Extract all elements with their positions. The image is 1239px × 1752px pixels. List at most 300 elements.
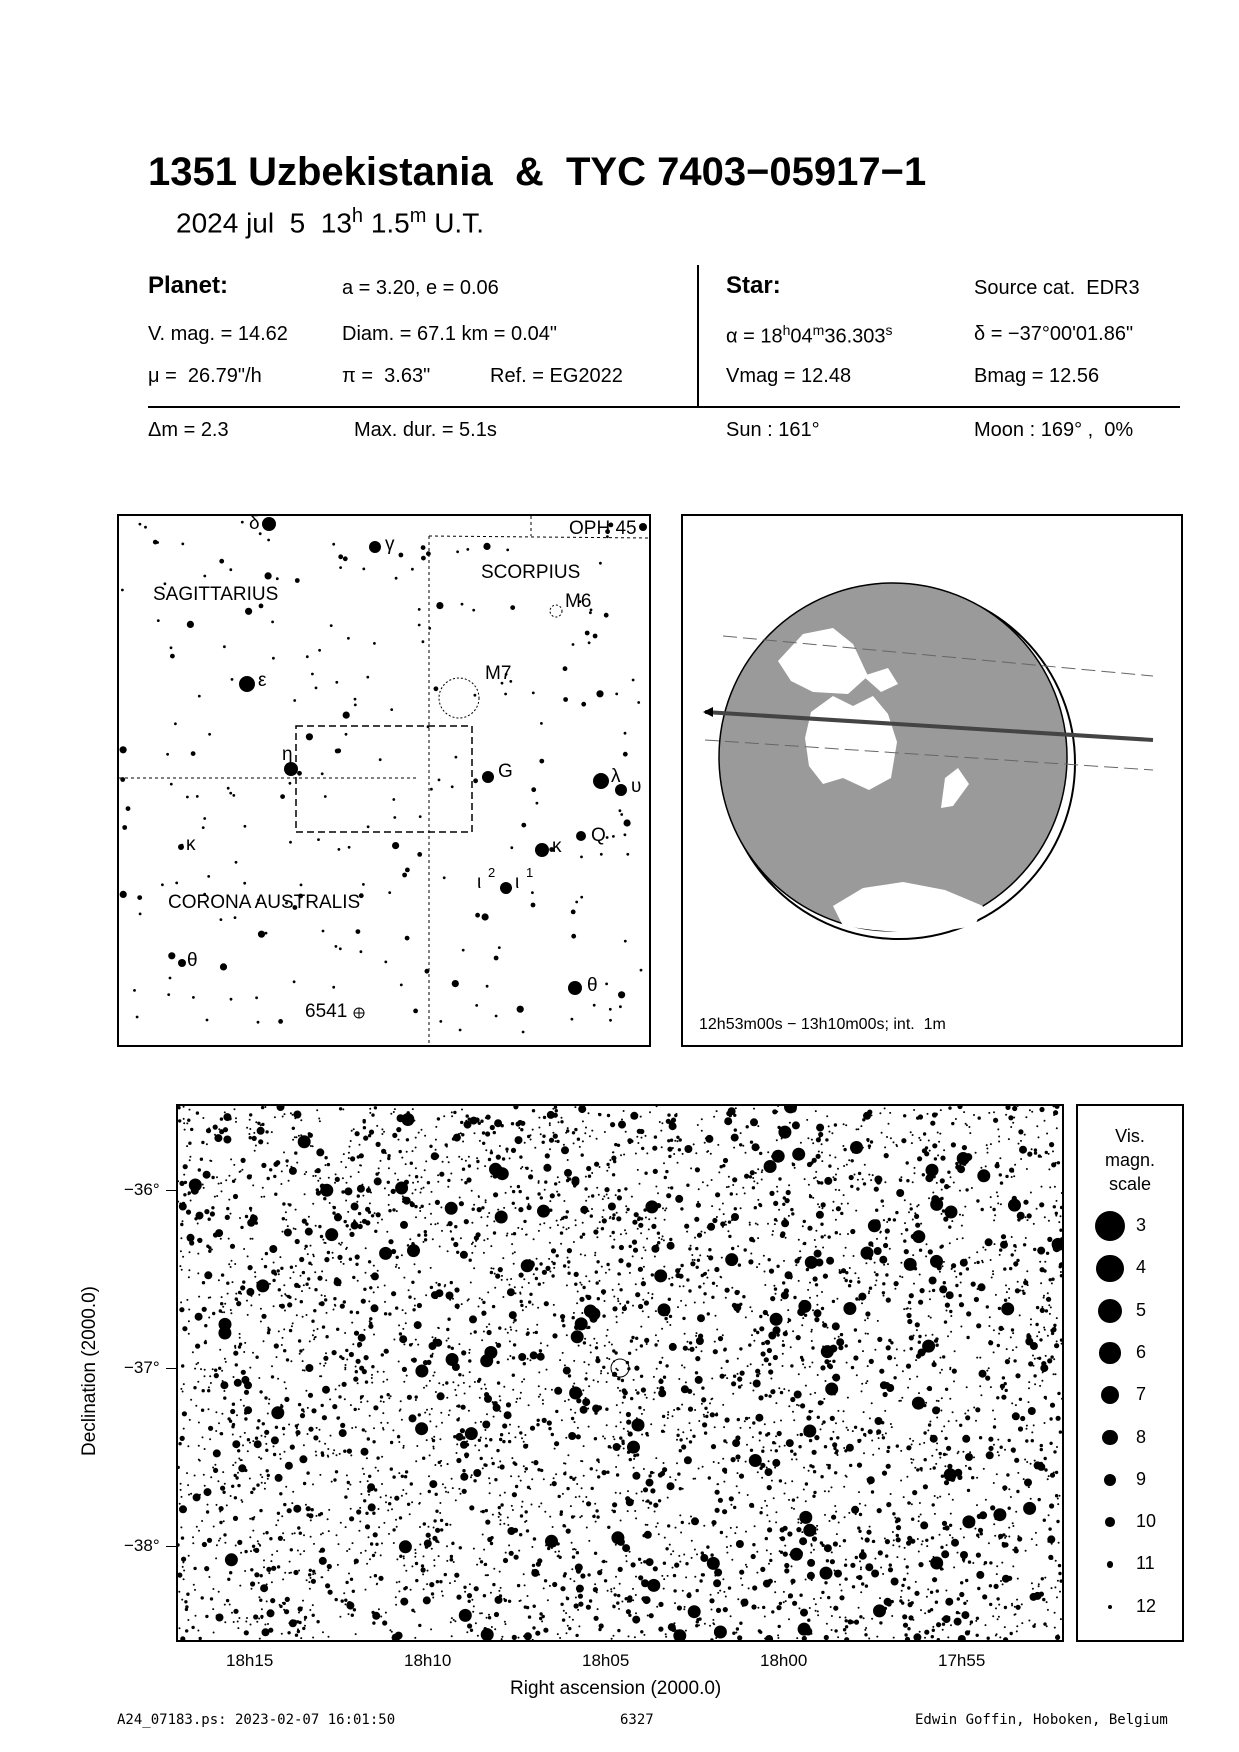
field-star (1008, 1288, 1010, 1290)
field-star (213, 1449, 221, 1457)
finder-star (339, 947, 342, 950)
field-star (870, 1179, 872, 1181)
field-star (666, 1193, 671, 1198)
field-star (1015, 1613, 1017, 1615)
field-star (380, 1400, 382, 1402)
field-star (523, 1362, 526, 1365)
field-star (767, 1485, 772, 1490)
field-star (594, 1162, 599, 1167)
field-star (671, 1486, 673, 1488)
finder-star (510, 605, 515, 610)
field-star (1040, 1444, 1043, 1447)
field-star (636, 1417, 638, 1419)
finder-star (413, 1009, 418, 1014)
field-star (290, 1266, 293, 1269)
finder-star (475, 913, 480, 918)
finder-star (208, 733, 211, 736)
field-star (744, 1248, 747, 1251)
field-star (910, 1308, 912, 1310)
field-star (557, 1176, 559, 1178)
field-star (179, 1307, 184, 1312)
field-star (623, 1110, 625, 1112)
field-star (867, 1110, 872, 1115)
field-star (601, 1569, 603, 1571)
field-star (549, 1242, 551, 1244)
field-star (799, 1594, 802, 1597)
field-star (483, 1252, 485, 1254)
field-star (423, 1241, 425, 1243)
field-star (737, 1373, 739, 1375)
field-star (785, 1237, 787, 1239)
field-star (943, 1149, 945, 1151)
field-star (549, 1516, 551, 1518)
field-star (865, 1382, 867, 1384)
field-star (207, 1488, 209, 1490)
field-star (810, 1552, 812, 1554)
field-star (591, 1172, 593, 1174)
field-star (823, 1398, 825, 1400)
field-star (230, 1244, 235, 1249)
field-star (997, 1451, 999, 1453)
field-star (710, 1412, 715, 1417)
field-star (509, 1157, 511, 1159)
field-star (310, 1245, 312, 1247)
field-star (914, 1167, 916, 1169)
field-star (267, 1331, 270, 1334)
field-star (273, 1453, 276, 1456)
field-star (832, 1431, 834, 1433)
field-star (422, 1573, 424, 1575)
field-star (689, 1341, 692, 1344)
field-star (915, 1322, 920, 1327)
field-star (322, 1239, 324, 1241)
field-star (935, 1113, 938, 1116)
field-star (976, 1504, 978, 1506)
field-star (350, 1578, 353, 1581)
field-star (752, 1186, 755, 1189)
field-star (433, 1292, 435, 1294)
field-star (770, 1378, 772, 1380)
finder-star (332, 986, 335, 989)
field-star (304, 1193, 306, 1195)
field-star (667, 1113, 670, 1116)
field-star (418, 1132, 420, 1134)
field-star (419, 1210, 421, 1212)
field-star (364, 1355, 369, 1360)
field-star (351, 1322, 353, 1324)
field-star (429, 1203, 431, 1205)
field-star (239, 1343, 242, 1346)
field-star (788, 1499, 790, 1501)
field-star (919, 1502, 921, 1504)
field-star (670, 1139, 673, 1142)
field-star (440, 1519, 443, 1522)
field-star (857, 1128, 859, 1130)
field-star (281, 1170, 283, 1172)
field-star (385, 1495, 387, 1497)
field-star (881, 1421, 884, 1424)
field-star (363, 1288, 366, 1291)
field-star (674, 1602, 676, 1604)
field-star (600, 1372, 602, 1374)
field-star (936, 1417, 938, 1419)
field-star (518, 1127, 520, 1129)
field-star (542, 1399, 544, 1401)
field-star (424, 1169, 426, 1171)
field-star (415, 1579, 418, 1582)
field-star (441, 1590, 443, 1592)
field-star (520, 1514, 523, 1517)
field-star (893, 1539, 895, 1541)
field-star (811, 1340, 813, 1342)
field-star (261, 1608, 263, 1610)
field-star (418, 1270, 421, 1273)
star-delta-sgr (262, 517, 276, 531)
field-star (538, 1127, 540, 1129)
field-star (637, 1169, 639, 1171)
star-gamma-sgr (369, 541, 381, 553)
field-star (371, 1113, 374, 1116)
field-star (478, 1449, 480, 1451)
field-star (860, 1566, 862, 1568)
field-star (374, 1488, 377, 1491)
field-star (666, 1321, 668, 1323)
finder-star (265, 572, 272, 579)
page-title: 1351 Uzbekistania & TYC 7403−05917−1 (148, 150, 927, 194)
field-star (861, 1428, 864, 1431)
field-star (588, 1280, 590, 1282)
field-star (1012, 1412, 1020, 1420)
field-star (1044, 1120, 1046, 1122)
field-star (345, 1192, 347, 1194)
field-star (1005, 1240, 1007, 1242)
field-star (526, 1606, 529, 1609)
finder-star (452, 980, 459, 987)
field-star (1040, 1462, 1043, 1465)
finder-star (332, 543, 335, 546)
field-star (954, 1350, 956, 1352)
field-star (512, 1356, 515, 1359)
field-star (582, 1389, 584, 1391)
field-star (713, 1349, 718, 1354)
field-star (1014, 1547, 1017, 1550)
field-star (877, 1508, 882, 1513)
field-star (368, 1324, 373, 1329)
field-star (455, 1499, 457, 1501)
field-star (488, 1614, 490, 1616)
field-star (401, 1475, 404, 1478)
field-star (405, 1163, 407, 1165)
field-star (679, 1438, 682, 1441)
field-star (311, 1320, 314, 1323)
field-star (432, 1336, 434, 1338)
field-star (966, 1336, 969, 1339)
ra-seconds: 36.303 (824, 325, 886, 348)
field-star (737, 1460, 739, 1462)
field-star (654, 1256, 656, 1258)
field-star (698, 1624, 700, 1626)
field-star (708, 1476, 711, 1479)
field-star (181, 1496, 183, 1498)
field-star (966, 1600, 968, 1602)
field-star (731, 1247, 734, 1250)
field-star (1047, 1292, 1049, 1294)
field-star (1031, 1439, 1034, 1442)
field-star (939, 1133, 941, 1135)
field-star (590, 1214, 593, 1217)
field-star (267, 1142, 269, 1144)
field-star (294, 1151, 297, 1154)
field-star (580, 1253, 582, 1255)
field-star (366, 1457, 368, 1459)
finder-star (167, 993, 170, 996)
field-star (595, 1270, 598, 1273)
field-star (845, 1619, 848, 1622)
field-star (674, 1140, 676, 1142)
field-star (325, 1335, 328, 1338)
field-star (660, 1130, 662, 1132)
field-star (347, 1488, 349, 1490)
star-right-ascension (726, 322, 893, 349)
finder-star (640, 969, 643, 972)
field-star (180, 1388, 182, 1390)
field-star (809, 1194, 811, 1196)
field-star (308, 1132, 311, 1135)
field-star (769, 1559, 772, 1562)
field-star (218, 1367, 221, 1370)
field-star (750, 1141, 753, 1144)
field-star (460, 1473, 468, 1481)
field-star (588, 1196, 590, 1198)
field-star (532, 1129, 534, 1131)
finder-star (581, 702, 586, 707)
field-star (783, 1526, 788, 1531)
field-star (704, 1623, 706, 1625)
field-star (788, 1215, 790, 1217)
field-star (1033, 1248, 1036, 1251)
finder-star (137, 895, 142, 900)
field-star (673, 1409, 675, 1411)
field-star (611, 1509, 613, 1511)
field-star (307, 1407, 309, 1409)
finder-star (265, 932, 268, 935)
field-star (756, 1551, 758, 1553)
field-star (247, 1174, 252, 1179)
field-star (524, 1584, 526, 1586)
field-star (960, 1581, 963, 1584)
finder-star (392, 798, 395, 801)
field-star (842, 1145, 844, 1147)
field-star (204, 1324, 207, 1327)
field-star (603, 1209, 605, 1211)
field-star (718, 1336, 723, 1341)
field-star (225, 1215, 230, 1220)
field-star (591, 1487, 594, 1490)
field-star (905, 1637, 910, 1640)
field-star (375, 1467, 377, 1469)
field-star (285, 1211, 287, 1213)
field-star (1026, 1461, 1028, 1463)
field-star (864, 1504, 866, 1506)
field-star (414, 1549, 416, 1551)
field-star (244, 1570, 246, 1572)
field-star (277, 1565, 280, 1568)
field-star (333, 1297, 336, 1300)
field-star (820, 1223, 823, 1226)
field-star (800, 1433, 803, 1436)
field-star (403, 1381, 405, 1383)
field-star (768, 1433, 770, 1435)
label-kappa-cra: κ (186, 834, 196, 855)
field-star (460, 1251, 468, 1259)
field-star (843, 1123, 845, 1125)
field-star (726, 1546, 728, 1548)
star-chart-svg (178, 1106, 1062, 1640)
field-star (431, 1438, 433, 1440)
field-star (456, 1458, 461, 1463)
field-star (1057, 1498, 1059, 1500)
field-star (340, 1244, 342, 1246)
field-star (641, 1281, 646, 1286)
field-star (461, 1405, 466, 1410)
field-star (612, 1289, 614, 1291)
finder-star (510, 846, 513, 849)
finder-star (390, 708, 393, 711)
field-star (244, 1342, 246, 1344)
field-star (285, 1159, 288, 1162)
field-star (517, 1227, 519, 1229)
field-star (827, 1466, 830, 1469)
field-star (803, 1220, 806, 1223)
field-star (322, 1386, 330, 1394)
field-star (319, 1429, 321, 1431)
field-star (370, 1542, 373, 1545)
field-star (708, 1248, 711, 1251)
finder-star (136, 1016, 139, 1019)
field-star (406, 1151, 408, 1153)
field-star (934, 1513, 936, 1515)
field-star (204, 1485, 206, 1487)
field-star (518, 1207, 523, 1212)
field-star (966, 1311, 971, 1316)
field-star (584, 1377, 587, 1380)
field-star (322, 1415, 327, 1420)
field-star (913, 1283, 915, 1285)
field-star (252, 1184, 254, 1186)
field-star (231, 1612, 233, 1614)
field-star (790, 1208, 793, 1211)
field-star (830, 1559, 835, 1564)
field-star (613, 1587, 615, 1589)
field-star (837, 1454, 839, 1456)
field-star (499, 1438, 502, 1441)
field-star (940, 1197, 943, 1200)
field-star (665, 1633, 667, 1635)
field-star (867, 1478, 869, 1480)
field-star (505, 1328, 507, 1330)
field-star (212, 1368, 214, 1370)
field-star (767, 1348, 772, 1353)
field-star (258, 1596, 260, 1598)
field-star (922, 1540, 924, 1542)
field-star (531, 1461, 533, 1463)
field-star (297, 1526, 300, 1529)
field-star (845, 1247, 847, 1249)
field-star (1020, 1416, 1025, 1421)
field-star (470, 1282, 472, 1284)
field-star (791, 1565, 793, 1567)
field-star (732, 1303, 737, 1308)
field-star (782, 1353, 784, 1355)
field-star (861, 1538, 863, 1540)
field-star (309, 1609, 311, 1611)
field-star (800, 1356, 803, 1359)
field-star (1047, 1335, 1049, 1337)
field-star (490, 1245, 492, 1247)
field-star (348, 1573, 350, 1575)
field-star (208, 1297, 210, 1299)
field-star (667, 1482, 675, 1490)
field-star (895, 1520, 898, 1523)
field-star (505, 1148, 508, 1151)
field-star (569, 1616, 571, 1618)
field-star (264, 1106, 266, 1108)
field-star (449, 1299, 451, 1301)
field-star (548, 1258, 550, 1260)
field-star (669, 1343, 677, 1351)
field-star (954, 1618, 962, 1626)
field-star (604, 1187, 609, 1192)
field-star (222, 1306, 224, 1308)
field-star (619, 1245, 624, 1250)
field-star (415, 1399, 417, 1401)
field-star (383, 1522, 385, 1524)
field-star (198, 1296, 200, 1298)
field-star (337, 1213, 340, 1216)
field-star (197, 1630, 199, 1632)
field-star (460, 1237, 462, 1239)
field-star (356, 1509, 361, 1514)
field-star (1005, 1535, 1007, 1537)
field-star (610, 1447, 612, 1449)
field-star (599, 1280, 601, 1282)
field-star (638, 1304, 643, 1309)
globe-svg (683, 516, 1181, 1045)
field-star (611, 1344, 613, 1346)
field-star (828, 1125, 830, 1127)
field-star (388, 1312, 391, 1315)
field-star (733, 1506, 736, 1509)
field-star (982, 1594, 987, 1599)
field-star (374, 1177, 382, 1185)
field-star (340, 1161, 342, 1163)
field-star (687, 1389, 692, 1394)
field-star (352, 1542, 354, 1544)
field-star (668, 1623, 676, 1631)
field-star (228, 1175, 230, 1177)
field-star (487, 1330, 492, 1335)
field-star (695, 1356, 700, 1361)
star-theta-cra (178, 959, 186, 967)
field-star (531, 1478, 533, 1480)
field-star (799, 1250, 801, 1252)
field-star (993, 1219, 995, 1221)
field-star (546, 1369, 548, 1371)
field-star (1005, 1106, 1010, 1110)
field-star (645, 1135, 647, 1137)
field-star (766, 1549, 768, 1551)
field-star (388, 1533, 390, 1535)
